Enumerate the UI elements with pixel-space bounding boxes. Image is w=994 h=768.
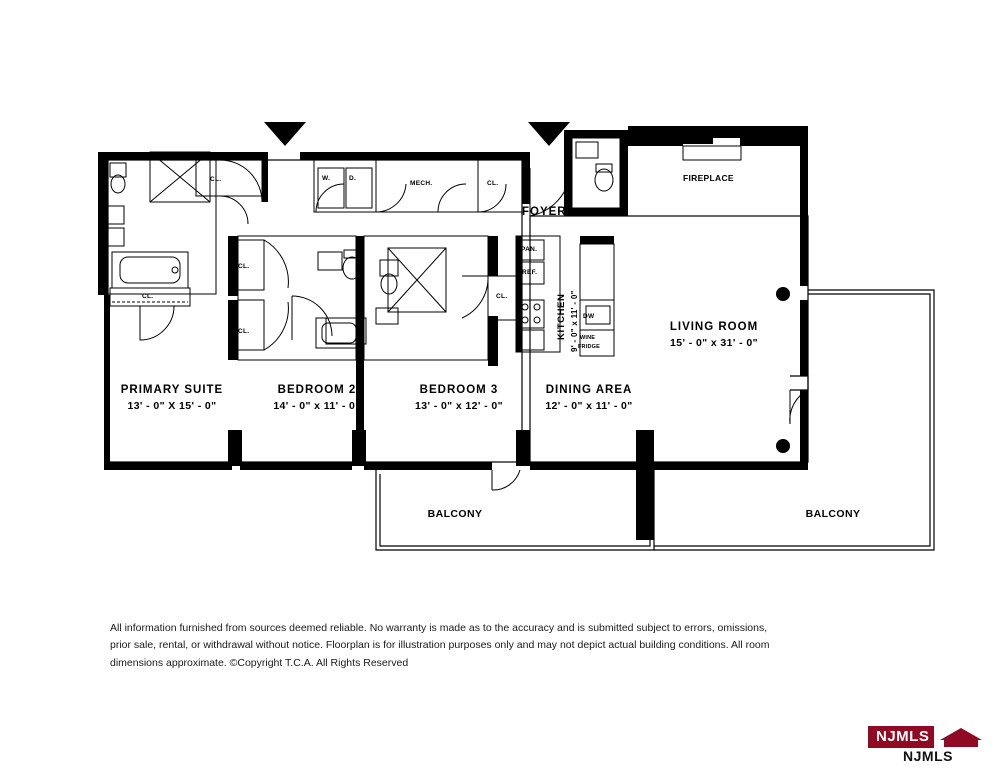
room-name: LIVING ROOM bbox=[669, 321, 759, 333]
label-closet-primary: CL. bbox=[142, 293, 154, 300]
room-dimensions: 15' - 0" x 31' - 0" bbox=[670, 336, 758, 349]
room-dimensions: 14' - 0" x 11' - 0" bbox=[273, 399, 361, 412]
room-dimensions: 12' - 0" x 11' - 0" bbox=[545, 399, 633, 412]
house-icon bbox=[934, 726, 988, 748]
logo-caption: NJMLS bbox=[903, 748, 953, 764]
room-dimensions: 13' - 0" x 12' - 0" bbox=[415, 399, 503, 412]
room-label-primary-suite bbox=[112, 383, 232, 413]
mech-laundry-row bbox=[196, 160, 570, 216]
label-closet-hall: CL. bbox=[210, 176, 222, 183]
balcony-detail bbox=[492, 470, 520, 490]
house-icon-svg bbox=[934, 726, 988, 748]
disclaimer-text: All information furnished from sources deemed reliable. No warranty is made as to the accuracy and is submitted subject to errors, omissions, prior sale, rental, or withdrawal without notice. Floorplan is for illustration purposes only and may not depict actual building conditions. All room dimensions approximate. ©Copyright T.C.A. All Rights Reserved bbox=[110, 622, 770, 669]
room-label-bedroom-2 bbox=[264, 383, 370, 413]
room-label-dining-area bbox=[536, 383, 642, 413]
label-dishwasher: DW bbox=[583, 313, 595, 320]
room-label-balcony-right: BALCONY bbox=[805, 508, 861, 520]
label-kitchen: KITCHEN bbox=[556, 293, 567, 340]
label-kitchen-dimensions: 9' - 0" x 11' - 0" bbox=[570, 290, 579, 352]
label-washer: W. bbox=[322, 175, 331, 182]
logo-band-text: NJMLS bbox=[876, 728, 930, 745]
label-refrigerator: REF. bbox=[522, 269, 538, 276]
label-closet-bed3: CL. bbox=[496, 293, 508, 300]
room-label-balcony-left: BALCONY bbox=[427, 508, 483, 520]
room-name: DINING AREA bbox=[545, 384, 633, 396]
label-wine-fridge: FRIDGE bbox=[578, 344, 600, 350]
fireplace bbox=[683, 146, 741, 160]
label-wine: WINE bbox=[580, 335, 596, 341]
entry-arrow-markers bbox=[264, 122, 570, 146]
label-pantry: PAN. bbox=[521, 246, 538, 253]
marker-dots bbox=[776, 287, 790, 453]
room-label-living-room bbox=[651, 320, 777, 350]
label-closet-foyer: CL. bbox=[487, 180, 499, 187]
room-dimensions: 13' - 0" X 15' - 0" bbox=[127, 399, 217, 412]
room-name: BEDROOM 3 bbox=[419, 384, 499, 396]
label-closet-bed2-upper: CL. bbox=[238, 263, 250, 270]
room-label-foyer: FOYER bbox=[522, 206, 567, 218]
label-fireplace: FIREPLACE bbox=[683, 173, 734, 183]
label-dryer: D. bbox=[349, 175, 357, 182]
room-name: PRIMARY SUITE bbox=[120, 384, 224, 396]
powder-room bbox=[572, 138, 620, 208]
njmls-logo bbox=[868, 726, 988, 764]
room-label-bedroom-3 bbox=[406, 383, 512, 413]
label-closet-bed2-lower: CL. bbox=[238, 328, 250, 335]
room-name: BEDROOM 2 bbox=[277, 384, 357, 396]
label-mechanical: MECH. bbox=[410, 180, 433, 187]
bedroom2-bath bbox=[238, 236, 361, 360]
